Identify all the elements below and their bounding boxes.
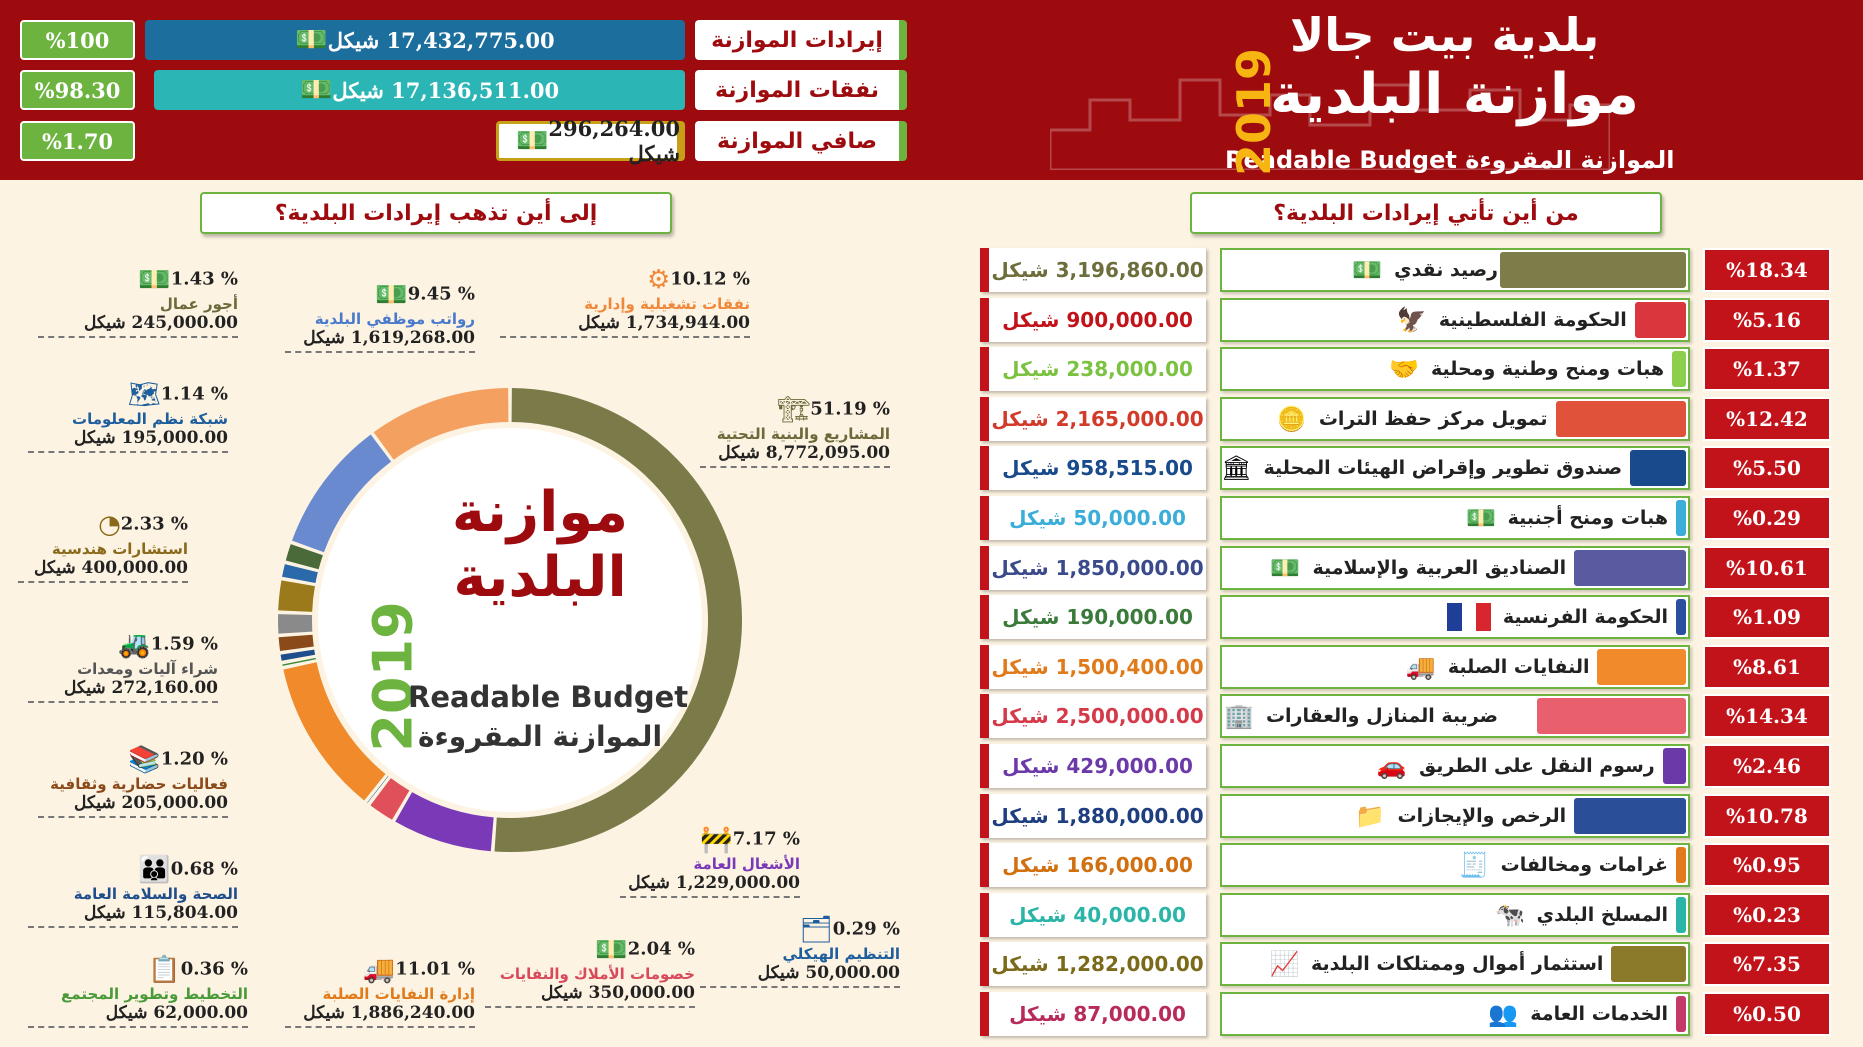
revenue-label-box <box>1220 496 1690 540</box>
donut-slice <box>297 652 298 658</box>
truck-icon: 🚚 <box>362 955 396 985</box>
revenue-label-box <box>1220 347 1690 391</box>
revenue-row <box>980 248 1863 292</box>
revenue-percent: %0.29 <box>1703 496 1831 540</box>
revenue-label: ضريبة المنازل والعقارات <box>1265 705 1498 728</box>
donut-slice <box>404 807 493 834</box>
expense-callout <box>28 380 228 453</box>
revenue-amount: 429,000.00 شيكل <box>980 744 1206 788</box>
revenue-label: هبات ومنح أجنبية <box>1507 507 1668 529</box>
money-icon: 💵 <box>1466 504 1496 532</box>
gears-icon: ⚙ <box>646 265 671 295</box>
expense-callout <box>28 630 218 703</box>
revenue-amount: 2,500,000.00 شيكل <box>980 694 1206 738</box>
expense-amount: 195,000.00 شيكل <box>28 428 228 453</box>
revenue-label-box <box>1220 942 1690 986</box>
donut-center-readable: Readable Budget <box>408 680 689 714</box>
summary-amount <box>496 116 685 166</box>
expense-callout <box>700 395 890 468</box>
revenue-label-box <box>1220 843 1690 887</box>
map-icon: 🗺 <box>127 380 161 410</box>
summary-percent: %98.30 <box>20 70 135 110</box>
revenue-label: الرخص والإيجازات <box>1397 804 1567 827</box>
org-chart-icon: 🗂 <box>799 915 833 945</box>
revenue-bar <box>1537 698 1686 734</box>
revenue-percent: %12.42 <box>1703 397 1831 441</box>
revenue-label: تمويل مركز حفظ التراث <box>1318 407 1548 430</box>
revenue-amount: 1,500,400.00 شيكل <box>980 645 1206 689</box>
money-icon: 💵 <box>295 25 328 55</box>
revenue-label-box <box>1220 694 1690 738</box>
summary-percent: %100 <box>20 20 135 60</box>
expense-percent: % 0.68 <box>170 858 238 880</box>
revenue-label: استثمار أموال وممتلكات البلدية <box>1311 953 1604 976</box>
revenue-row <box>980 744 1863 788</box>
summary-amount-text: 17,432,775.00 شيكل <box>327 27 555 53</box>
revenue-amount: 40,000.00 شيكل <box>980 893 1206 937</box>
expense-label: المشاريع والبنية التحتية <box>716 425 890 443</box>
revenue-amount: 1,850,000.00 شيكل <box>980 546 1206 590</box>
revenue-row <box>980 893 1863 937</box>
expense-section-title: إلى أين تذهب إيرادات البلدية؟ <box>200 192 672 234</box>
expense-label: خصومات الأملاك والنفايات <box>499 965 695 983</box>
donut-slice <box>302 550 307 565</box>
money-icon: 💵 <box>1270 553 1301 582</box>
donut-center-arabic-sub: الموازنة المقروءة <box>417 720 663 753</box>
revenue-bar <box>1672 351 1686 387</box>
revenue-amount: 87,000.00 شيكل <box>980 992 1206 1036</box>
expense-percent: % 51.19 <box>810 398 890 420</box>
expense-label: نفقات تشغيلية وإدارية <box>584 295 750 313</box>
summary-amount <box>145 20 685 60</box>
expense-amount: 1,886,240.00 شيكل <box>285 1003 475 1028</box>
revenue-bar <box>1630 450 1686 486</box>
coins-icon: 🪙 <box>1276 404 1307 433</box>
expense-label: إدارة النفايات الصلبة <box>322 985 475 1003</box>
france-flag-icon <box>1447 603 1491 631</box>
expense-amount: 8,772,095.00 شيكل <box>700 443 890 468</box>
expense-callout <box>18 510 188 583</box>
expense-callout <box>28 855 238 928</box>
revenue-label: النفايات الصلبة <box>1447 655 1590 678</box>
revenue-row <box>980 397 1863 441</box>
revenue-bar <box>1635 302 1686 338</box>
expense-percent: % 2.04 <box>627 938 695 960</box>
expense-label: الصحة والسلامة العامة <box>73 885 238 903</box>
family-icon: 👪 <box>138 855 171 885</box>
expense-label: الأشغال العامة <box>693 855 800 873</box>
revenue-row <box>980 843 1863 887</box>
expense-percent: % 9.45 <box>407 283 475 305</box>
expense-callout <box>38 265 238 338</box>
buildings-icon: 🏢 <box>1224 702 1254 731</box>
expense-amount: 1,619,268.00 شيكل <box>285 328 475 353</box>
expense-label: التنظيم الهيكلي <box>782 945 900 963</box>
revenue-percent: %2.46 <box>1703 744 1831 788</box>
expense-percent: % 10.12 <box>670 268 750 290</box>
revenue-percent: %1.37 <box>1703 347 1831 391</box>
header-year: 2019 <box>1227 47 1282 177</box>
revenue-label-box <box>1220 397 1690 441</box>
expense-callout <box>620 825 800 898</box>
revenue-percent: %1.09 <box>1703 595 1831 639</box>
expense-callout <box>285 280 475 353</box>
traffic-cone-icon: 🚧 <box>700 825 733 855</box>
planning-icon: 📋 <box>148 955 181 985</box>
revenue-label-box <box>1220 248 1690 292</box>
summary-amount-text: 296,264.00 شيكل <box>548 116 680 166</box>
revenue-row <box>980 496 1863 540</box>
revenue-row <box>980 794 1863 838</box>
expense-percent: % 2.33 <box>120 513 188 535</box>
cash-icon: 💵 <box>1352 256 1382 284</box>
eagle-emblem-icon: 🦅 <box>1396 305 1427 334</box>
revenue-row <box>980 942 1863 986</box>
expense-donut-chart <box>250 360 770 880</box>
revenue-label: غرامات ومخالفات <box>1500 854 1668 877</box>
money-icon: 💵 <box>516 126 549 156</box>
revenue-row <box>980 595 1863 639</box>
expense-label: أجور عمال <box>159 295 238 313</box>
revenue-percent: %0.23 <box>1703 893 1831 937</box>
revenue-bar <box>1597 649 1686 685</box>
expense-amount: 400,000.00 شيكل <box>18 558 188 583</box>
revenue-label-box <box>1220 893 1690 937</box>
pie-chart-icon: ◔ <box>98 510 121 540</box>
revenue-label: الحكومة الفرنسية <box>1502 606 1668 629</box>
revenue-label-box <box>1220 744 1690 788</box>
revenue-percent: %5.16 <box>1703 298 1831 342</box>
expense-percent: % 1.20 <box>160 748 228 770</box>
revenue-label: هبات ومنح وطنية ومحلية <box>1430 358 1665 381</box>
revenue-label-box <box>1220 794 1690 838</box>
summary-amount-text: 17,136,511.00 شيكل <box>332 77 560 103</box>
donut-slice <box>299 568 302 580</box>
revenue-percent: %10.61 <box>1703 546 1831 590</box>
crane-icon: 🏗 <box>777 395 811 425</box>
expense-label: شراء آليات ومعدات <box>77 660 218 678</box>
revenue-row <box>980 446 1863 490</box>
chart-growth-icon: 📈 <box>1269 950 1300 979</box>
revenue-percent: %7.35 <box>1703 942 1831 986</box>
cash-icon: 💵 <box>138 265 171 295</box>
revenue-label: رصيد نقدي <box>1394 259 1498 281</box>
revenue-label-box <box>1220 446 1690 490</box>
revenue-label: صندوق تطوير وإقراض الهيئات المحلية <box>1263 457 1623 480</box>
expense-callout <box>700 915 900 988</box>
summary-amount <box>154 70 685 110</box>
revenue-bar <box>1663 748 1686 784</box>
revenue-bar <box>1676 897 1686 933</box>
expense-amount: 62,000.00 شيكل <box>28 1003 248 1028</box>
expense-percent: % 1.59 <box>150 633 218 655</box>
revenue-row <box>980 992 1863 1036</box>
summary-percent: %1.70 <box>20 121 135 161</box>
expense-amount: 50,000.00 شيكل <box>700 963 900 988</box>
people-icon: 👥 <box>1488 1000 1518 1028</box>
revenue-label: الخدمات العامة <box>1530 1003 1668 1025</box>
summary-label: إيرادات الموازنة <box>695 20 907 60</box>
donut-slice <box>381 792 401 805</box>
revenue-bar <box>1676 599 1686 635</box>
expense-amount: 245,000.00 شيكل <box>38 313 238 338</box>
books-icon: 📚 <box>128 745 161 775</box>
revenue-amount: 238,000.00 شيكل <box>980 347 1206 391</box>
expense-amount: 272,160.00 شيكل <box>28 678 218 703</box>
summary-label: نفقات الموازنة <box>695 70 907 110</box>
revenue-amount: 958,515.00 شيكل <box>980 446 1206 490</box>
ticket-icon: 🧾 <box>1459 851 1489 880</box>
revenue-label-box <box>1220 595 1690 639</box>
revenue-label-box <box>1220 298 1690 342</box>
expense-percent: % 1.14 <box>160 383 228 405</box>
revenue-label: رسوم النقل على الطريق <box>1419 755 1655 777</box>
revenue-bar <box>1500 252 1686 288</box>
folder-icon: 📁 <box>1355 801 1386 830</box>
expense-callout <box>38 745 228 818</box>
municipality-name: بلدية بيت جالا <box>1290 8 1600 62</box>
expense-percent: % 7.17 <box>732 828 800 850</box>
truck-icon: 🚚 <box>1405 652 1436 681</box>
revenue-bar <box>1556 401 1686 437</box>
expense-percent: % 11.01 <box>395 958 475 980</box>
revenue-percent: %0.50 <box>1703 992 1831 1036</box>
expense-label: رواتب موظفي البلدية <box>314 310 475 328</box>
cow-icon: 🐄 <box>1495 900 1525 929</box>
revenue-bar <box>1676 500 1686 536</box>
money-icon: 💵 <box>375 280 408 310</box>
summary-label: صافي الموازنة <box>695 121 907 161</box>
expense-amount: 1,734,944.00 شيكل <box>500 313 750 338</box>
donut-slice <box>296 636 297 649</box>
fund-logo-icon: 🏛 <box>1221 454 1252 483</box>
revenue-row <box>980 546 1863 590</box>
revenue-amount: 900,000.00 شيكل <box>980 298 1206 342</box>
revenue-amount: 3,196,860.00 شيكل <box>980 248 1206 292</box>
expense-percent: % 0.36 <box>180 958 248 980</box>
revenue-label-box <box>1220 546 1690 590</box>
summary-row <box>0 70 920 110</box>
revenue-label-box <box>1220 645 1690 689</box>
handshake-icon: 🤝 <box>1389 355 1419 384</box>
expense-callout <box>500 265 750 338</box>
money-icon: 💵 <box>299 75 333 105</box>
donut-slice <box>295 583 298 611</box>
revenue-percent: %14.34 <box>1703 694 1831 738</box>
revenue-section-title: من أين تأتي إيرادات البلدية؟ <box>1190 192 1662 234</box>
revenue-amount: 2,165,000.00 شيكل <box>980 397 1206 441</box>
budget-title: موازنة البلدية <box>1270 62 1639 127</box>
summary-row <box>0 20 920 60</box>
revenue-bar <box>1611 946 1686 982</box>
revenue-row <box>980 645 1863 689</box>
expense-percent: % 1.43 <box>170 268 238 290</box>
expense-amount: 1,229,000.00 شيكل <box>620 873 800 898</box>
revenue-bar <box>1676 996 1686 1032</box>
revenue-amount: 166,000.00 شيكل <box>980 843 1206 887</box>
revenue-amount: 50,000.00 شيكل <box>980 496 1206 540</box>
revenue-row <box>980 347 1863 391</box>
expense-percent: % 0.29 <box>832 918 900 940</box>
expense-label: شبكة نظم المعلومات <box>72 410 228 428</box>
revenue-bar <box>1574 798 1686 834</box>
readable-budget-subtitle: Readable Budget الموازنة المقروءة <box>1225 146 1675 174</box>
donut-center-year: 2019 <box>361 601 425 752</box>
expense-amount: 350,000.00 شيكل <box>485 983 695 1008</box>
revenue-percent: %0.95 <box>1703 843 1831 887</box>
money-icon: 💵 <box>595 935 628 965</box>
revenue-percent: %18.34 <box>1703 248 1831 292</box>
expense-callout <box>28 955 248 1028</box>
revenue-label: الحكومة الفلسطينية <box>1438 308 1627 331</box>
expense-callout <box>285 955 475 1028</box>
donut-center-title: موازنة البلدية <box>451 480 629 610</box>
expense-label: استشارات هندسية <box>51 540 188 558</box>
revenue-row <box>980 298 1863 342</box>
expense-callout <box>485 935 695 1008</box>
expense-label: التخطيط وتطوير المجتمع <box>61 985 248 1003</box>
revenue-label-box <box>1220 992 1690 1036</box>
revenue-percent: %10.78 <box>1703 794 1831 838</box>
revenue-label: الصناديق العربية والإسلامية <box>1312 556 1567 579</box>
revenue-bar <box>1574 550 1686 586</box>
summary-row <box>0 116 920 166</box>
revenue-percent: %8.61 <box>1703 645 1831 689</box>
revenue-bar <box>1676 847 1686 883</box>
revenue-amount: 1,880,000.00 شيكل <box>980 794 1206 838</box>
expense-label: فعاليات حضارية وثقافية <box>50 775 228 793</box>
revenue-amount: 190,000.00 شيكل <box>980 595 1206 639</box>
revenue-percent: %5.50 <box>1703 446 1831 490</box>
expense-amount: 115,804.00 شيكل <box>28 903 238 928</box>
expense-amount: 205,000.00 شيكل <box>38 793 228 818</box>
car-icon: 🚗 <box>1376 752 1407 780</box>
revenue-amount: 1,282,000.00 شيكل <box>980 942 1206 986</box>
revenue-row <box>980 694 1863 738</box>
bulldozer-icon: 🚜 <box>118 630 151 660</box>
revenue-label: المسلخ البلدي <box>1536 903 1668 926</box>
